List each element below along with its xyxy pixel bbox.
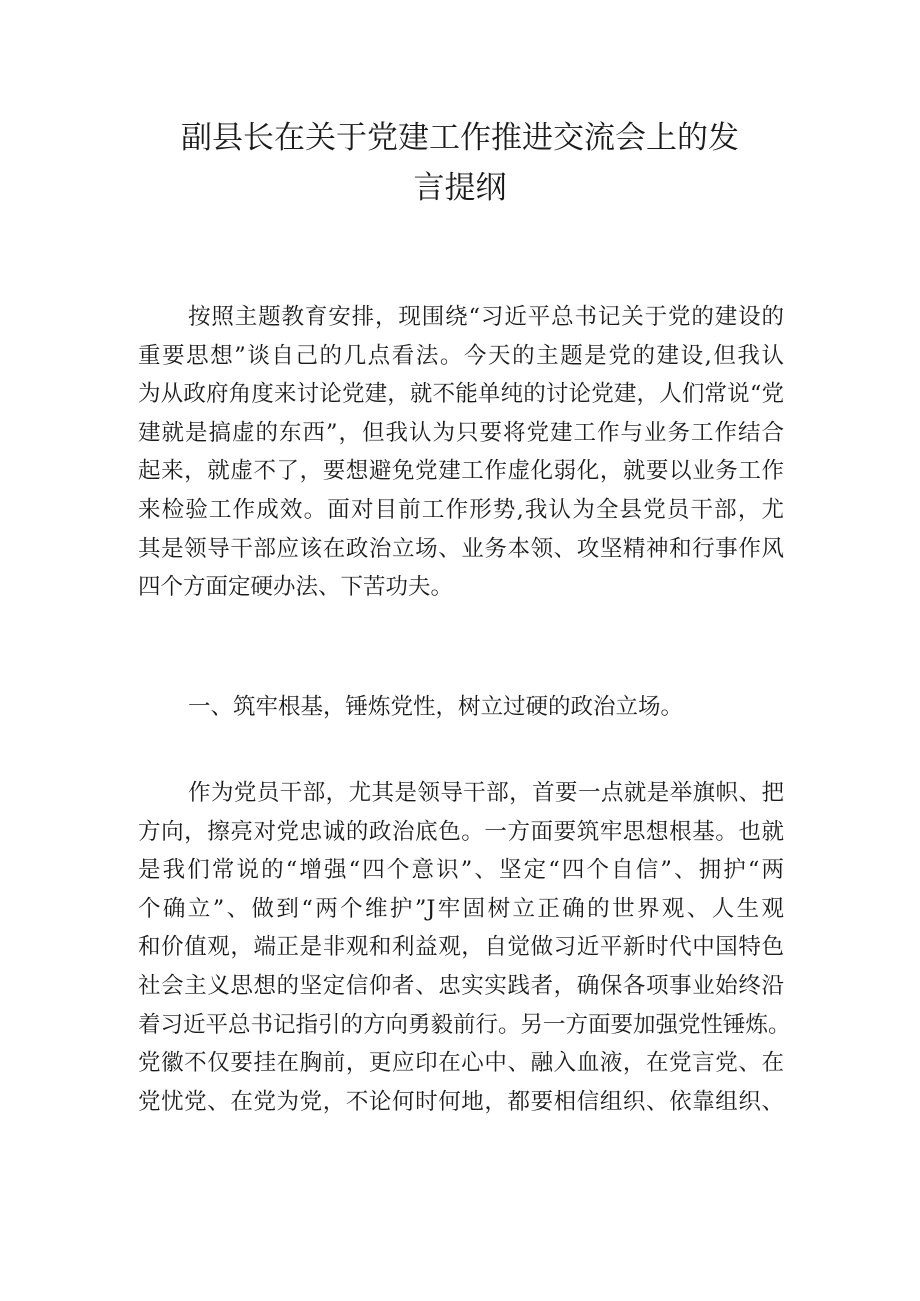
- paragraph-intro: [138, 298, 784, 607]
- text-line: 党忧党、在党为党，不论何时何地，都要相信组织、依靠组织、: [138, 1088, 784, 1115]
- text-line: 和价值观，端正是非观和利益观，自觉做习近平新时代中国特色: [138, 934, 784, 961]
- title-line: 副县长在关于党建工作推进交流会上的发: [181, 120, 739, 156]
- text-line: 着习近平总书记指引的方向勇毅前行。另一方面要加强党性锤炼。: [138, 1011, 791, 1038]
- text-line: 建就是搞虚的东西”，但我认为只要将党建工作与业务工作结合: [138, 419, 784, 446]
- text-line: 其是领导干部应该在政治立场、业务本领、攻坚精神和行事作风: [138, 535, 784, 562]
- title-line: 言提纲: [413, 170, 507, 206]
- text-line: 社会主义思想的坚定信仰者、忠实实践者，确保各项事业始终沿: [138, 972, 784, 999]
- section-heading-text: 一、筑牢根基，锤炼党性，树立过硬的政治立场。: [188, 694, 684, 720]
- document-title: [150, 113, 770, 213]
- text-line: 个确立”、做到“两个维护”J牢固树立正确的世界观、人生观: [138, 895, 784, 922]
- text-line: 重要思想”谈自己的几点看法。今天的主题是党的建设,但我认: [138, 342, 784, 369]
- text-line: 是我们常说的“增强“四个意识”、坚定“四个自信”、拥护“两: [138, 857, 784, 884]
- text-line: 按照主题教育安排，现围绕“习近平总书记关于党的建设的: [188, 304, 784, 330]
- text-line: 党徽不仅要挂在胸前，更应印在心中、融入血液，在党言党、在: [138, 1050, 784, 1077]
- text-line: 为从政府角度来讨论党建，就不能单纯的讨论党建，人们常说“党: [138, 381, 784, 408]
- text-line: 作为党员干部，尤其是领导干部，首要一点就是举旗帜、把: [188, 780, 784, 806]
- section-heading: [138, 688, 784, 727]
- text-line: 来检验工作成效。面对目前工作形势,我认为全县党员干部，尤: [138, 496, 784, 523]
- text-line: 方向，擦亮对党忠诚的政治底色。一方面要筑牢思想根基。也就: [138, 818, 784, 845]
- text-line: 四个方面定硬办法、下苦功夫。: [138, 574, 454, 601]
- text-line: 起来，就虚不了，要想避免党建工作虚化弱化，就要以业务工作: [138, 458, 784, 485]
- paragraph-section-1: [138, 774, 791, 1121]
